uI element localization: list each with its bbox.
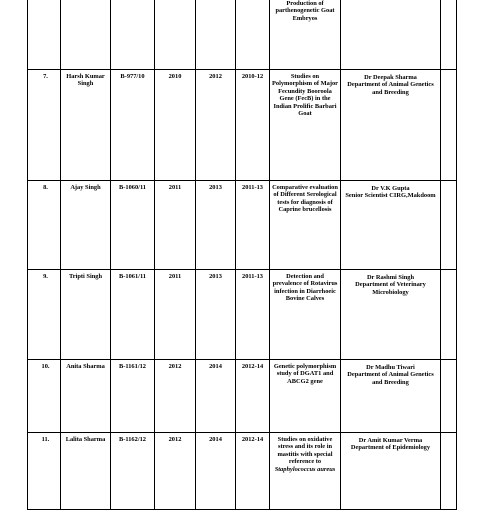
year-completed: 2013 <box>209 184 222 191</box>
sno-cell <box>28 360 61 433</box>
year-admitted: 2011 <box>168 273 182 280</box>
year-complete-cell <box>196 0 236 70</box>
serial-number: 7. <box>43 73 48 80</box>
registration-id: B-1162/12 <box>119 436 146 443</box>
advisor-name: Dr Madhu Tiwari <box>366 364 415 371</box>
session: 2011-13 <box>242 273 263 280</box>
advisor-cell <box>341 0 441 70</box>
year-complete-cell <box>196 70 236 181</box>
student-name: Harsh Kumar Singh <box>66 73 105 88</box>
year-completed: 2013 <box>209 273 222 280</box>
serial-number: 11. <box>41 436 50 443</box>
table-row <box>28 0 457 70</box>
session-cell <box>236 181 270 270</box>
session-cell <box>236 360 270 433</box>
thesis-title: Production of parthenogenetic Goat Embryos <box>275 0 335 22</box>
id-cell <box>111 70 155 181</box>
title-cell <box>270 70 341 181</box>
year-admit-cell <box>155 360 196 433</box>
student-name: Anita Sharma <box>66 363 105 370</box>
id-cell <box>111 270 155 360</box>
extra-cell <box>441 70 457 181</box>
advisor-name: Dr Rashmi Singh <box>366 274 415 281</box>
session: 2012-14 <box>241 436 264 443</box>
advisor-cell <box>341 270 441 360</box>
thesis-title: Genetic polymorphism study of DGAT1 and ABCG2 gene <box>273 363 337 385</box>
advisor-department: Department of Animal Genetics and Breeding <box>347 81 434 96</box>
name-cell <box>61 360 111 433</box>
session-cell <box>236 70 270 181</box>
extra-cell <box>441 0 457 70</box>
id-cell <box>111 360 155 433</box>
year-completed: 2014 <box>209 436 222 443</box>
serial-number: 10. <box>41 363 50 370</box>
advisor-department: Department of Animal Genetics and Breeding <box>347 371 434 386</box>
sno-cell <box>28 270 61 360</box>
extra-cell <box>441 360 457 433</box>
extra-cell <box>441 181 457 270</box>
advisor-name: Dr Deepak Sharma <box>364 74 417 81</box>
session: 2012-14 <box>241 363 264 370</box>
advisor-cell <box>341 433 441 510</box>
session-cell <box>236 433 270 510</box>
registration-id: B-1060/11 <box>119 184 146 191</box>
sno-cell <box>28 181 61 270</box>
advisor-name: Dr V.K Gupta <box>371 185 410 192</box>
title-cell <box>270 360 341 433</box>
year-admit-cell <box>155 433 196 510</box>
year-completed: 2014 <box>209 363 222 370</box>
thesis-title: Detection and prevalence of Rotavirus infection in Diarrhoeic Bovine Calves <box>272 273 338 303</box>
year-admitted: 2011 <box>168 184 182 191</box>
title-cell <box>270 0 341 70</box>
registration-id: B-977/10 <box>120 73 145 80</box>
name-cell <box>61 270 111 360</box>
extra-cell <box>441 433 457 510</box>
sno-cell <box>28 433 61 510</box>
title-cell <box>270 181 341 270</box>
advisor-name: Dr Amit Kumar Verma <box>358 437 423 444</box>
advisor-cell <box>341 360 441 433</box>
name-cell <box>61 0 111 70</box>
table-row <box>28 433 457 510</box>
year-complete-cell <box>196 270 236 360</box>
year-admit-cell <box>155 270 196 360</box>
year-admit-cell <box>155 0 196 70</box>
table-row <box>28 360 457 433</box>
session-cell <box>236 270 270 360</box>
session-cell <box>236 0 270 70</box>
year-complete-cell <box>196 433 236 510</box>
thesis-title-organism: Staphylococcus aureus <box>274 465 336 473</box>
year-admitted: 2012 <box>168 363 182 370</box>
advisor-department: Senior Scientist CIRG,Makdoom <box>345 192 436 200</box>
table-row <box>28 270 457 360</box>
thesis-title: Studies on oxidative stress and its role in mastitis with special reference to <box>277 436 333 466</box>
student-name: Lalita Sharma <box>65 436 106 443</box>
year-admit-cell <box>155 181 196 270</box>
student-name: Ajay Singh <box>70 184 101 191</box>
extra-cell <box>441 270 457 360</box>
table-row <box>28 70 457 181</box>
thesis-title: Comparative evaluation of Different Serological tests for diagnosis of Caprine brucellosis <box>272 184 338 214</box>
serial-number: 8. <box>43 184 48 191</box>
session: 2011-13 <box>242 184 263 191</box>
year-completed: 2012 <box>209 73 222 80</box>
year-admitted: 2010 <box>168 73 182 80</box>
advisor-department: Department of Epidemiology <box>350 444 431 452</box>
year-complete-cell <box>196 360 236 433</box>
table-row <box>28 181 457 270</box>
id-cell <box>111 181 155 270</box>
advisor-cell <box>341 70 441 181</box>
id-cell <box>111 0 155 70</box>
thesis-records-table <box>27 0 457 510</box>
advisor-cell <box>341 181 441 270</box>
registration-id: B-1061/11 <box>119 273 146 280</box>
name-cell <box>61 433 111 510</box>
session: 2010-12 <box>241 73 264 80</box>
student-name: Tripti Singh <box>68 273 103 280</box>
sno-cell <box>28 0 61 70</box>
id-cell <box>111 433 155 510</box>
title-cell <box>270 270 341 360</box>
name-cell <box>61 181 111 270</box>
year-complete-cell <box>196 181 236 270</box>
registration-id: B-1161/12 <box>119 363 146 370</box>
advisor-department: Department of Veterinary Microbiology <box>355 281 426 296</box>
thesis-title: Studies on Polymorphism of Major Fecundity Booroola Gene (FecB) in the Indian Prolific Barbari Goat <box>271 73 339 118</box>
serial-number: 9. <box>43 273 48 280</box>
year-admit-cell <box>155 70 196 181</box>
sno-cell <box>28 70 61 181</box>
year-admitted: 2012 <box>168 436 182 443</box>
name-cell <box>61 70 111 181</box>
title-cell <box>270 433 341 510</box>
